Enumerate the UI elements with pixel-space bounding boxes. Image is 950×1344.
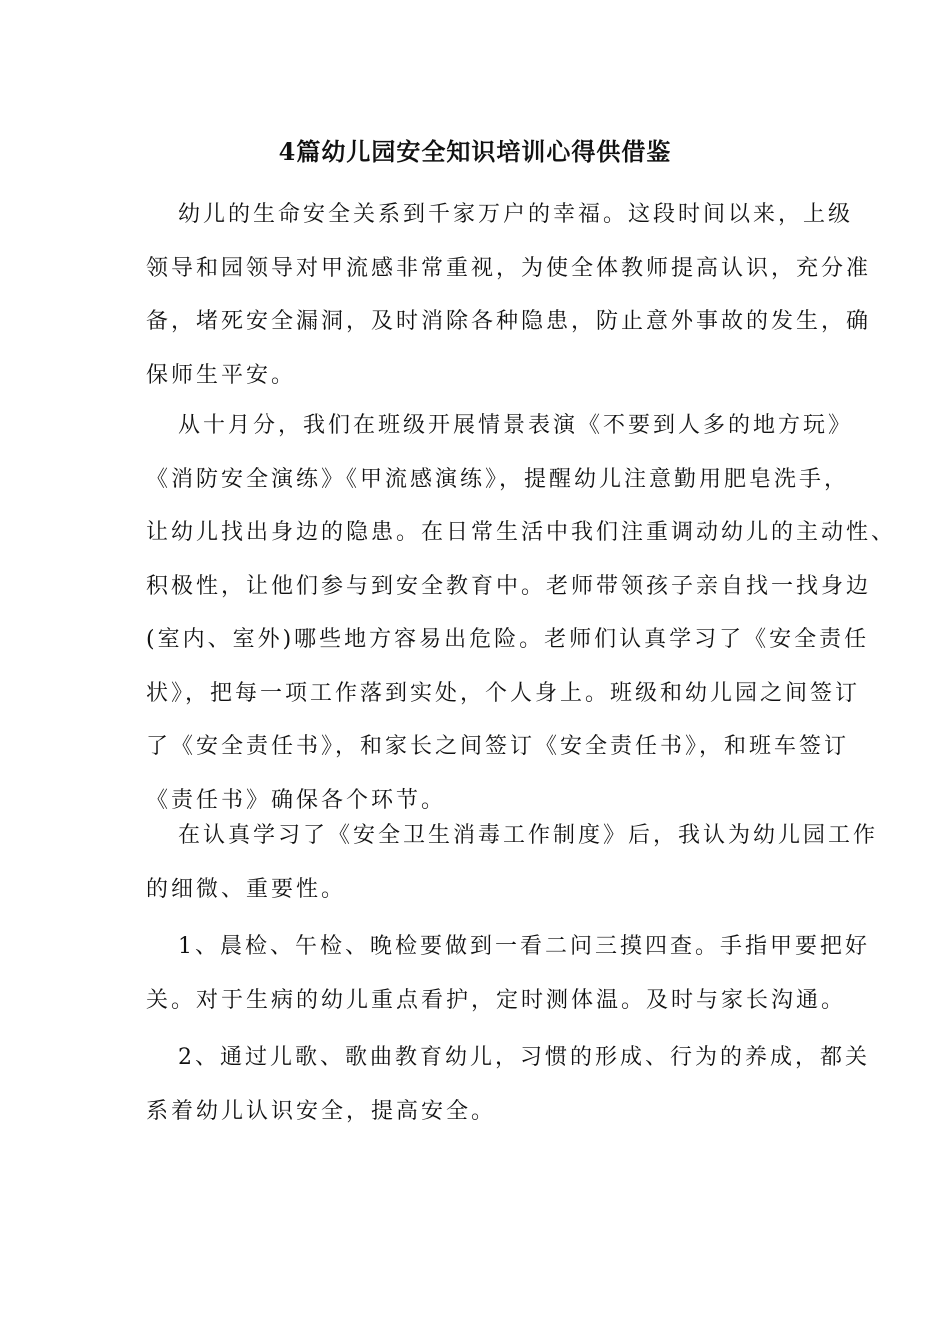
paragraph-line: 幼儿的生命安全关系到千家万户的幸福。这段时间以来，上级 — [178, 202, 854, 227]
paragraph-3 — [146, 809, 879, 916]
paragraph-2 — [146, 399, 897, 827]
paragraph-line: 保师生平安。 — [146, 362, 297, 388]
paragraph-line: 让幼儿找出身边的隐患。在日常生活中我们注重调动幼儿的主动性、 — [146, 520, 897, 545]
paragraph-line: 系着幼儿认识安全，提高安全。 — [146, 1098, 497, 1124]
paragraph-line: 的细微、重要性。 — [146, 876, 347, 902]
paragraph-line: (室内、室外)哪些地方容易出危险。老师们认真学习了《安全责任 — [146, 627, 870, 652]
paragraph-line: 领导和园领导对甲流感非常重视，为使全体教师提高认识，充分准 — [146, 255, 872, 281]
paragraph-line: 了《安全责任书》，和家长之间签订《安全责任书》，和班车签订 — [146, 734, 850, 759]
paragraph-line: 1、晨检、午检、晚检要做到一看二问三摸四查。手指甲要把好 — [178, 934, 870, 959]
document-title: 4篇幼儿园安全知识培训心得供借鉴 — [278, 137, 672, 166]
paragraph-line: 备，堵死安全漏洞，及时消除各种隐患，防止意外事故的发生，确 — [146, 309, 872, 334]
paragraph-1 — [146, 188, 872, 402]
paragraph-line: 积极性，让他们参与到安全教育中。老师带领孩子亲自找一找身边 — [146, 573, 872, 599]
paragraph-line: 关。对于生病的幼儿重点看护，定时测体温。及时与家长沟通。 — [146, 987, 847, 1013]
paragraph-line: 《责任书》确保各个环节。 — [146, 787, 447, 813]
paragraph-line: 《消防安全演练》《甲流感演练》，提醒幼儿注意勤用肥皂洗手， — [146, 466, 850, 492]
paragraph-line: 从十月分，我们在班级开展情景表演《不要到人多的地方玩》 — [178, 413, 854, 438]
paragraph-5 — [146, 1031, 870, 1138]
paragraph-line: 状》，把每一项工作落到实处，个人身上。班级和幼儿园之间签订 — [146, 680, 861, 706]
paragraph-line: 在认真学习了《安全卫生消毒工作制度》后，我认为幼儿园工作 — [178, 823, 879, 848]
paragraph-line: 2、通过儿歌、歌曲教育幼儿，习惯的形成、行为的养成，都关 — [178, 1045, 870, 1070]
paragraph-4 — [146, 920, 870, 1027]
